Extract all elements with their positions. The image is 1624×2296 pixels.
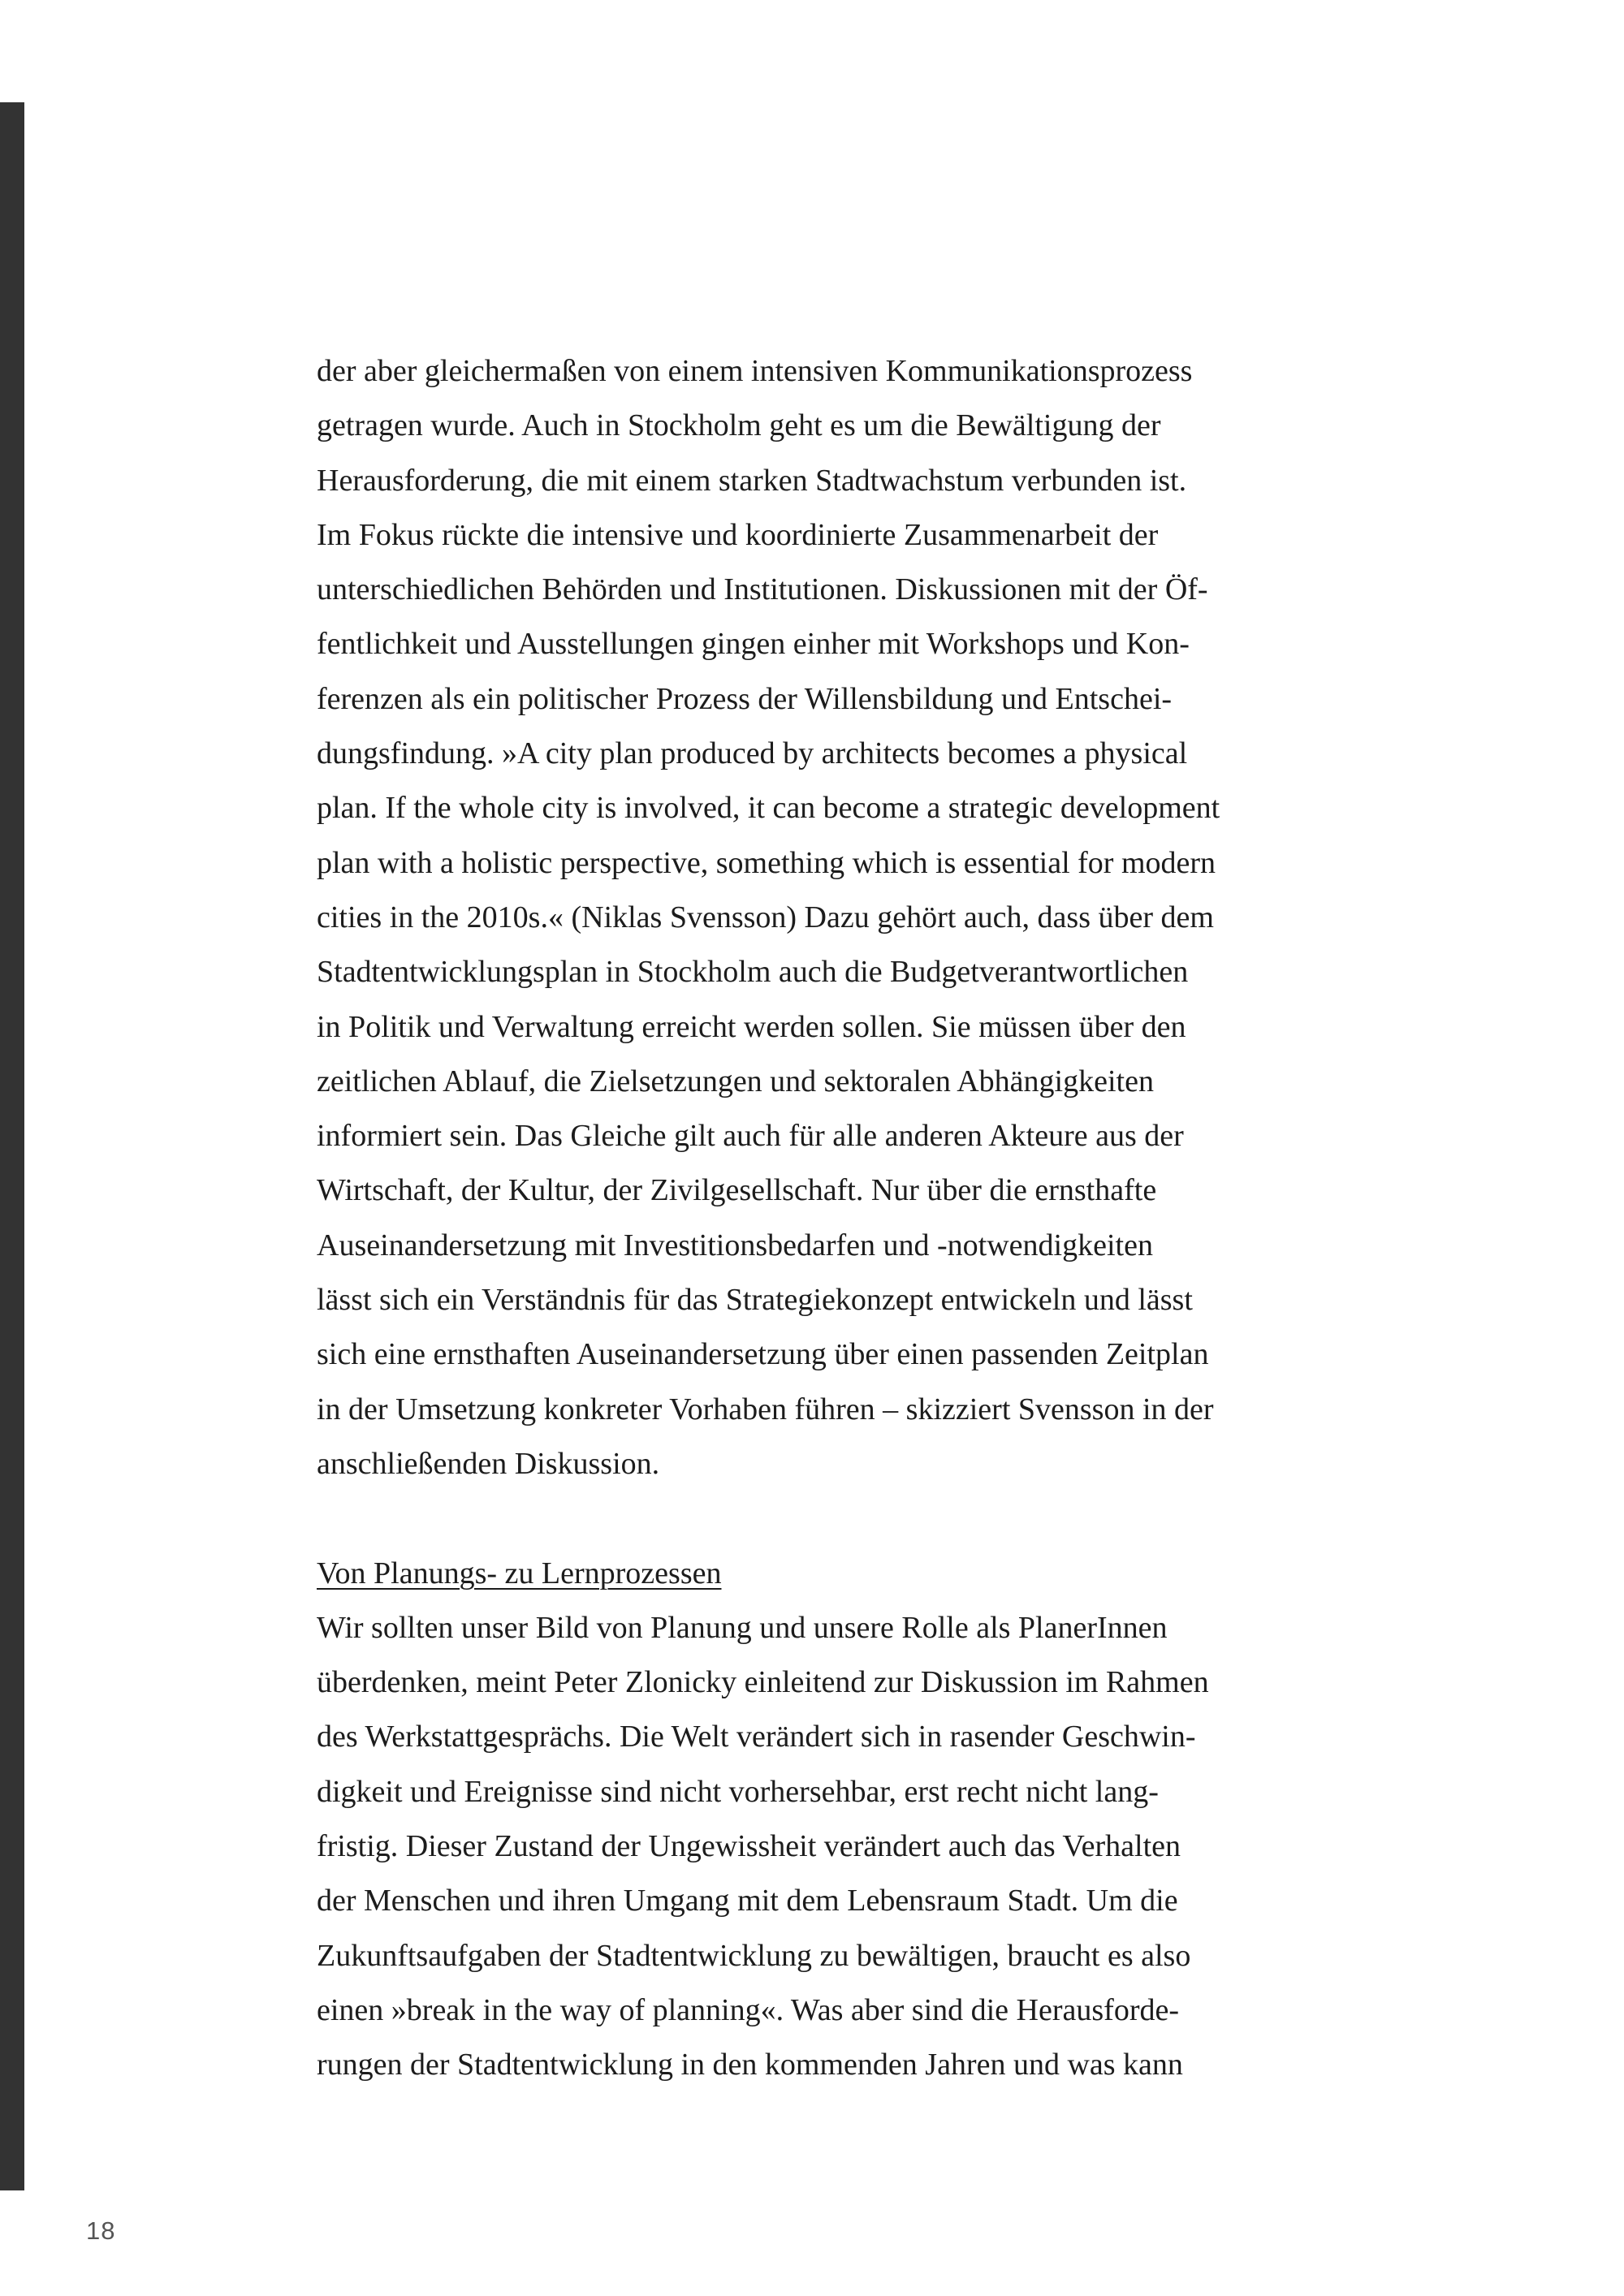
section-heading [317,1547,1315,1601]
text-line: Im Fokus rückte die intensive und koordinierte Zusammenarbeit der [317,517,1159,552]
text-line: anschließenden Diskussion. [317,1446,660,1481]
text-line: überdenken, meint Peter Zlonicky einleitend zur Diskussion im Rahmen [317,1665,1209,1700]
text-line: cities in the 2010s.« (Niklas Svensson) Dazu gehört auch, dass über dem [317,900,1214,934]
text-line: unterschiedlichen Behörden und Institutionen. Diskussionen mit der Öf- [317,572,1208,607]
text-line: der aber gleichermaßen von einem intensiven Kommunikationsprozess [317,354,1193,388]
text-line: in der Umsetzung konkreter Vorhaben führen – skizziert Svensson in der [317,1392,1214,1426]
text-line: rungen der Stadtentwicklung in den kommenden Jahren und was kann [317,2048,1183,2082]
text-line: des Werkstattgesprächs. Die Welt verändert sich in rasender Geschwin- [317,1720,1196,1754]
text-line: Stadtentwicklungsplan in Stockholm auch die Budgetverantwortlichen [317,955,1189,990]
paragraph-1 [317,344,1315,1491]
text-line: zeitlichen Ablauf, die Zielsetzungen und sektoralen Abhängigkeiten [317,1064,1154,1098]
text-line: informiert sein. Das Gleiche gilt auch für alle anderen Akteure aus der [317,1119,1184,1154]
text-line: Wirtschaft, der Kultur, der Zivilgesellschaft. Nur über die ernsthafte [317,1173,1157,1208]
text-line: Zukunftsaufgaben der Stadtentwicklung zu bewältigen, braucht es also [317,1938,1191,1973]
text-line: fentlichkeit und Ausstellungen gingen einher mit Workshops und Kon- [317,627,1190,662]
text-line: fristig. Dieser Zustand der Ungewissheit verändert auch das Verhalten [317,1829,1181,1864]
text-line: Wir sollten unser Bild von Planung und unsere Rolle als PlanerInnen [317,1610,1168,1645]
text-line: Herausforderung, die mit einem starken Stadtwachstum verbunden ist. [317,463,1187,498]
text-line: Auseinandersetzung mit Investitionsbedarfen und -notwendigkeiten [317,1228,1153,1262]
body-text [317,344,1315,2093]
text-line: getragen wurde. Auch in Stockholm geht es um die Bewältigung der [317,408,1161,443]
text-line: plan. If the whole city is involved, it can become a strategic development [317,791,1220,826]
text-line: einen »break in the way of planning«. Was aber sind die Herausforde- [317,1992,1179,2027]
text-line: digkeit und Ereignisse sind nicht vorhersehbar, erst recht nicht lang- [317,1774,1159,1809]
text-line: ferenzen als ein politischer Prozess der Willensbildung und Entschei- [317,681,1173,716]
text-line: in Politik und Verwaltung erreicht werden sollen. Sie müssen über den [317,1009,1186,1044]
paragraph-gap [317,1491,1315,1546]
text-line: plan with a holistic perspective, something which is essential for modern [317,845,1216,880]
text-line: lässt sich ein Verständnis für das Strategiekonzept entwickeln und lässt [317,1283,1193,1318]
page-number: 18 [86,2216,116,2245]
text-line: der Menschen und ihren Umgang mit dem Lebensraum Stadt. Um die [317,1884,1178,1918]
text-line: sich eine ernsthaften Auseinandersetzung über einen passenden Zeitplan [317,1337,1209,1372]
section-heading-text: Von Planungs- zu Lernprozessen [317,1556,722,1590]
page-edge-bar [0,102,24,2190]
paragraph-2 [317,1601,1315,2093]
text-line: dungsfindung. »A city plan produced by architects becomes a physical [317,736,1188,771]
